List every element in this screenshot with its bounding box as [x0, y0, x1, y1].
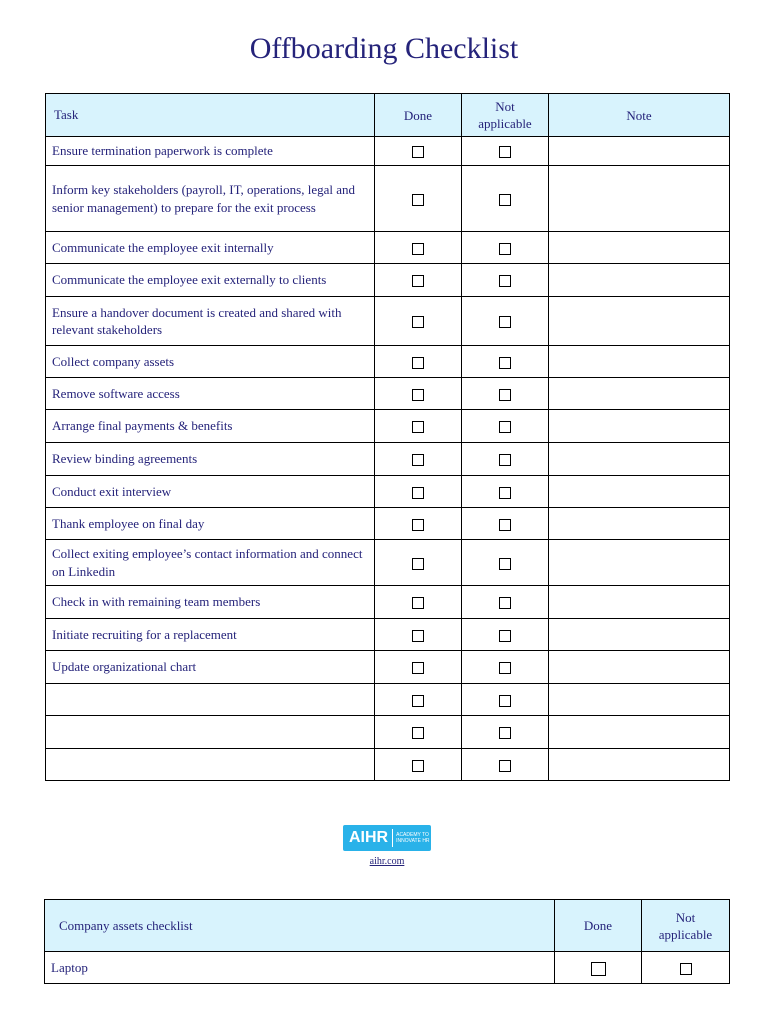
table-row [46, 410, 730, 443]
not-applicable-cell [462, 166, 549, 232]
task-cell: Communicate the employee exit internally [46, 232, 375, 264]
not-applicable-cell [462, 137, 549, 166]
not-applicable-checkbox[interactable] [499, 194, 511, 206]
not-applicable-cell [462, 410, 549, 443]
not-applicable-checkbox[interactable] [499, 275, 511, 287]
not-applicable-cell [462, 716, 549, 749]
not-applicable-checkbox[interactable] [499, 519, 511, 531]
table-row [46, 264, 730, 297]
not-applicable-checkbox[interactable] [499, 316, 511, 328]
done-cell [375, 651, 462, 684]
done-checkbox[interactable] [412, 389, 424, 401]
done-cell [375, 540, 462, 586]
task-cell: Remove software access [46, 378, 375, 410]
note-cell[interactable] [549, 619, 730, 651]
not-applicable-checkbox[interactable] [499, 662, 511, 674]
assets-header-task: Company assets checklist [45, 900, 555, 952]
note-cell[interactable] [549, 540, 730, 586]
not-applicable-checkbox[interactable] [499, 454, 511, 466]
task-cell: Ensure a handover document is created and shared with relevant stakeholders [46, 297, 375, 346]
done-checkbox[interactable] [412, 558, 424, 570]
done-checkbox[interactable] [412, 727, 424, 739]
not-applicable-checkbox[interactable] [499, 558, 511, 570]
table-row [46, 443, 730, 476]
not-applicable-checkbox[interactable] [499, 421, 511, 433]
not-applicable-cell [462, 508, 549, 540]
done-checkbox[interactable] [591, 962, 606, 976]
assets-table [44, 899, 730, 984]
not-applicable-cell [462, 297, 549, 346]
not-applicable-cell [462, 684, 549, 716]
not-applicable-cell [462, 476, 549, 508]
task-cell: Review binding agreements [46, 443, 375, 476]
note-cell[interactable] [549, 508, 730, 540]
done-checkbox[interactable] [412, 597, 424, 609]
assets-header-not-applicable: Not applicable [642, 900, 730, 952]
table-row [46, 297, 730, 346]
done-cell [375, 232, 462, 264]
not-applicable-cell [462, 346, 549, 378]
done-checkbox[interactable] [412, 243, 424, 255]
not-applicable-checkbox[interactable] [499, 389, 511, 401]
table-row [46, 232, 730, 264]
not-applicable-checkbox[interactable] [499, 695, 511, 707]
done-cell [375, 476, 462, 508]
done-checkbox[interactable] [412, 519, 424, 531]
header-note: Note [549, 94, 730, 137]
done-cell [375, 443, 462, 476]
note-cell[interactable] [549, 264, 730, 297]
not-applicable-checkbox[interactable] [499, 243, 511, 255]
not-applicable-cell [462, 443, 549, 476]
task-cell: Check in with remaining team members [46, 586, 375, 619]
done-cell [375, 378, 462, 410]
not-applicable-checkbox[interactable] [499, 727, 511, 739]
table-row [46, 586, 730, 619]
done-checkbox[interactable] [412, 146, 424, 158]
not-applicable-checkbox[interactable] [499, 760, 511, 772]
note-cell[interactable] [549, 651, 730, 684]
table-row [46, 749, 730, 781]
assets-header-done: Done [555, 900, 642, 952]
not-applicable-cell [462, 378, 549, 410]
task-cell: Thank employee on final day [46, 508, 375, 540]
task-cell [46, 749, 375, 781]
done-cell [375, 586, 462, 619]
not-applicable-checkbox[interactable] [499, 630, 511, 642]
note-cell[interactable] [549, 297, 730, 346]
header-task: Task [46, 94, 375, 137]
done-cell [375, 749, 462, 781]
note-cell[interactable] [549, 476, 730, 508]
task-cell: Conduct exit interview [46, 476, 375, 508]
logo-mark: AIHR [343, 829, 393, 847]
task-cell: Arrange final payments & benefits [46, 410, 375, 443]
task-cell: Collect company assets [46, 346, 375, 378]
done-cell [375, 684, 462, 716]
table-row [46, 651, 730, 684]
done-checkbox[interactable] [412, 630, 424, 642]
not-applicable-checkbox[interactable] [499, 487, 511, 499]
done-cell [375, 410, 462, 443]
task-cell: Collect exiting employee’s contact information and connect on Linkedin [46, 540, 375, 586]
done-cell [375, 297, 462, 346]
header-not-applicable: Not applicable [462, 94, 549, 137]
note-cell[interactable] [549, 137, 730, 166]
done-cell [375, 716, 462, 749]
table-row [46, 619, 730, 651]
table-row [45, 952, 730, 984]
table-row [46, 508, 730, 540]
task-cell: Inform key stakeholders (payroll, IT, operations, legal and senior management) to prepare for the exit process [46, 166, 375, 232]
note-cell[interactable] [549, 716, 730, 749]
note-cell[interactable] [549, 346, 730, 378]
not-applicable-checkbox[interactable] [499, 146, 511, 158]
not-applicable-checkbox[interactable] [499, 357, 511, 369]
task-cell [46, 684, 375, 716]
done-cell [375, 346, 462, 378]
not-applicable-checkbox[interactable] [680, 963, 692, 975]
note-cell[interactable] [549, 378, 730, 410]
done-checkbox[interactable] [412, 662, 424, 674]
table-row [46, 346, 730, 378]
done-cell [375, 619, 462, 651]
page-title: Offboarding Checklist [249, 32, 519, 65]
note-cell[interactable] [549, 443, 730, 476]
done-checkbox[interactable] [412, 695, 424, 707]
done-checkbox[interactable] [412, 275, 424, 287]
task-cell: Initiate recruiting for a replacement [46, 619, 375, 651]
note-cell[interactable] [549, 232, 730, 264]
done-cell [375, 137, 462, 166]
header-done: Done [375, 94, 462, 137]
not-applicable-cell [462, 540, 549, 586]
task-cell: Communicate the employee exit externally to clients [46, 264, 375, 297]
aihr-link[interactable]: aihr.com [369, 856, 405, 867]
not-applicable-cell [642, 952, 730, 984]
done-checkbox[interactable] [412, 194, 424, 206]
done-cell [375, 508, 462, 540]
done-cell [375, 166, 462, 232]
table-row [46, 540, 730, 586]
not-applicable-cell [462, 749, 549, 781]
not-applicable-checkbox[interactable] [499, 597, 511, 609]
note-cell[interactable] [549, 166, 730, 232]
done-checkbox[interactable] [412, 316, 424, 328]
done-checkbox[interactable] [412, 760, 424, 772]
note-cell[interactable] [549, 586, 730, 619]
done-cell [555, 952, 642, 984]
done-checkbox[interactable] [412, 421, 424, 433]
note-cell[interactable] [549, 684, 730, 716]
done-checkbox[interactable] [412, 487, 424, 499]
done-checkbox[interactable] [412, 454, 424, 466]
table-row [46, 378, 730, 410]
done-checkbox[interactable] [412, 357, 424, 369]
offboarding-table [45, 93, 730, 781]
table-row [46, 684, 730, 716]
aihr-logo[interactable] [343, 825, 431, 869]
done-cell [375, 264, 462, 297]
note-cell[interactable] [549, 749, 730, 781]
table-row [46, 137, 730, 166]
not-applicable-cell [462, 586, 549, 619]
task-cell [46, 716, 375, 749]
asset-cell: Laptop [45, 952, 555, 984]
not-applicable-cell [462, 264, 549, 297]
logo-tagline: ACADEMY TO INNOVATE HR [396, 832, 430, 844]
task-cell: Ensure termination paperwork is complete [46, 137, 375, 166]
task-cell: Update organizational chart [46, 651, 375, 684]
not-applicable-cell [462, 232, 549, 264]
not-applicable-cell [462, 651, 549, 684]
table-row [46, 716, 730, 749]
not-applicable-cell [462, 619, 549, 651]
note-cell[interactable] [549, 410, 730, 443]
table-row [46, 476, 730, 508]
table-row [46, 166, 730, 232]
